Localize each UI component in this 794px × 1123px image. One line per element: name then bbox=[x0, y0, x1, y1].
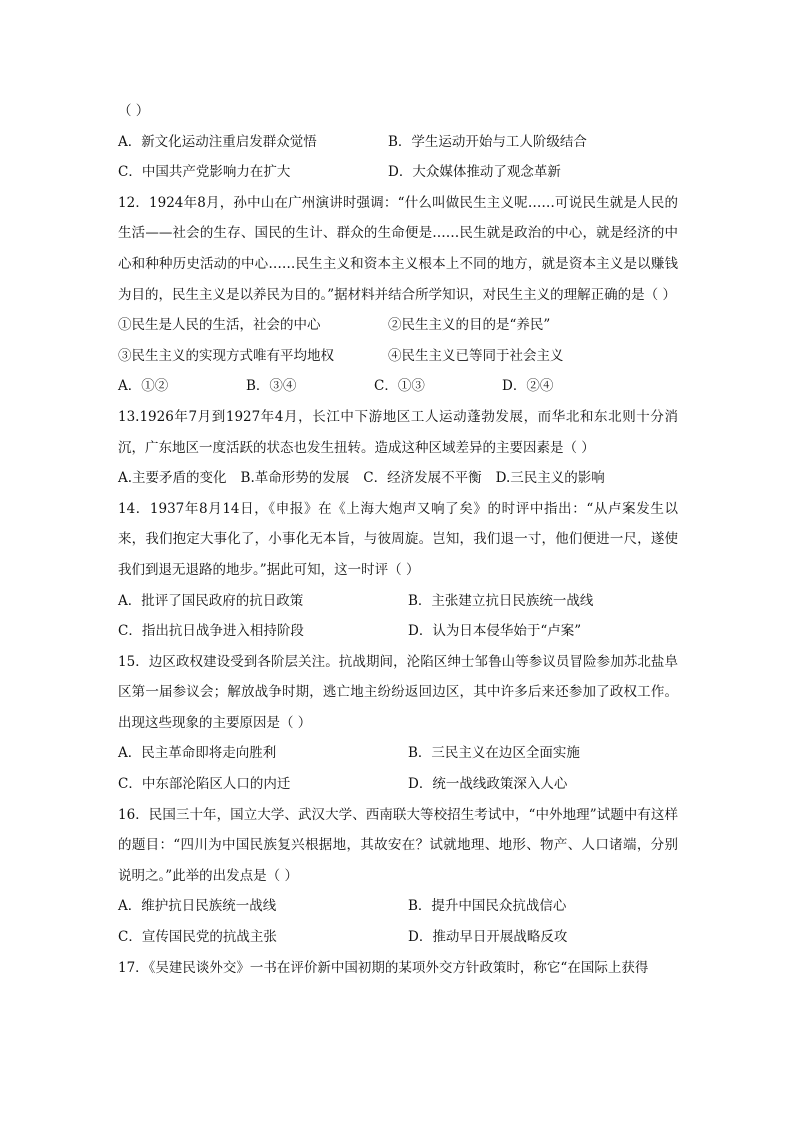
q12-statement-1: ①民生是人民的生活，社会的中心 bbox=[118, 317, 321, 334]
q14-option-b[interactable]: B．主张建立抗日民族统一战线 bbox=[408, 592, 594, 609]
q11-option-d[interactable]: D．大众媒体推动了观念革新 bbox=[388, 164, 561, 181]
q12-statements-row-2 bbox=[118, 341, 678, 372]
q11-options-row-1 bbox=[118, 127, 678, 158]
q12-options-row bbox=[118, 371, 678, 402]
q12-stem: 12．1924年8月，孙中山在广州演讲时强调：“什么叫做民生主义呢……可说民生就是人民的生活——社会的生存、国民的生计、群众的生命便是……民生就是政治的中心，就是经济的中心和种种历史活动的中心……民生主义和资本主义根本上不同的地方，就是资本主义是以赚钱为目的，民生主义是以养民为目的。”据材料并结合所学知识，对民生主义的理解正确的是（ ） bbox=[118, 194, 678, 303]
q16-option-c[interactable]: C．宣传国民党的抗战主张 bbox=[118, 929, 277, 946]
q13-option-a[interactable]: A.主要矛盾的变化 bbox=[118, 470, 227, 487]
q14-option-d[interactable]: D．认为日本侵华始于“卢案” bbox=[408, 623, 582, 640]
q16-option-d[interactable]: D．推动早日开展战略反攻 bbox=[408, 929, 568, 946]
q14-option-a[interactable]: A．批评了国民政府的抗日政策 bbox=[118, 592, 304, 609]
q12-option-c[interactable]: C．①③ bbox=[374, 378, 425, 395]
exam-page bbox=[118, 96, 678, 983]
q14-options-row-1 bbox=[118, 586, 678, 617]
q17-stem: 17．《吴建民谈外交》一书在评价新中国初期的某项外交方针政策时，称它“在国际上获得 bbox=[118, 959, 649, 976]
q16-option-b[interactable]: B．提升中国民众抗战信心 bbox=[408, 898, 567, 915]
q13-option-d[interactable]: D.三民主义的影响 bbox=[495, 470, 605, 487]
q12-option-d[interactable]: D．②④ bbox=[502, 378, 554, 395]
q15-stem: 15．边区政权建设受到各阶层关注。抗战期间，沦陷区绅士邹鲁山等参议员冒险参加苏北盐阜区第一届参议会；解放战争时期，逃亡地主纷纷返回边区，其中许多后来还参加了政权工作。出现这些现象的主要原因是（ ） bbox=[118, 653, 678, 731]
q12-option-a[interactable]: A．①② bbox=[118, 378, 169, 395]
q14-stem: 14．1937年8月14日，《申报》在《上海大炮声又响了矣》的时评中指出：“从卢案发生以来，我们抱定大事化了，小事化无本旨，与彼周旋。岂知，我们退一寸，他们便进一尺，遂使我们到退无退路的地步。”据此可知，这一时评（ ） bbox=[118, 500, 678, 578]
q11-option-c[interactable]: C．中国共产党影响力在扩大 bbox=[118, 164, 291, 181]
q12-statement-2: ②民生主义的目的是“养民” bbox=[388, 317, 551, 334]
q15-option-b[interactable]: B．三民主义在边区全面实施 bbox=[408, 745, 580, 762]
q16-option-a[interactable]: A．维护抗日民族统一战线 bbox=[118, 898, 277, 915]
q16-options-row-2 bbox=[118, 922, 678, 953]
q15-options-row-2 bbox=[118, 769, 678, 800]
q12-statement-3: ③民生主义的实现方式唯有平均地权 bbox=[118, 347, 334, 364]
q15-option-c[interactable]: C．中东部沦陷区人口的内迁 bbox=[118, 776, 291, 793]
q11-option-a[interactable]: A．新文化运动注重启发群众觉悟 bbox=[118, 133, 317, 150]
q16-options-row-1 bbox=[118, 891, 678, 922]
q16-stem: 16．民国三十年，国立大学、武汉大学、西南联大等校招生考试中，“中外地理”试题中有这样的题目：“四川为中国民族复兴根据地，其故安在？试就地理、地形、物产、人口诸端，分别说明之。”此举的出发点是（ ） bbox=[118, 806, 678, 884]
q15-options-row-1 bbox=[118, 738, 678, 769]
q13-option-c[interactable]: C．经济发展不平衡 bbox=[363, 470, 482, 487]
q15-option-a[interactable]: A．民主革命即将走向胜利 bbox=[118, 745, 277, 762]
q11-option-b[interactable]: B．学生运动开始与工人阶级结合 bbox=[388, 133, 587, 150]
q12-statements-row-1 bbox=[118, 310, 678, 341]
q12-statement-4: ④民生主义已等同于社会主义 bbox=[388, 347, 564, 364]
q12-option-b[interactable]: B．③④ bbox=[246, 378, 297, 395]
q14-option-c[interactable]: C．指出抗日战争进入相持阶段 bbox=[118, 623, 304, 640]
q11-options-row-2 bbox=[118, 157, 678, 188]
q13-option-b[interactable]: B.革命形势的发展 bbox=[240, 470, 350, 487]
q13-stem: 13.1926年7月到1927年4月，长江中下游地区工人运动蓬勃发展，而华北和东北则十分消沉，广东地区一度活跃的状态也发生扭转。造成这种区域差异的主要因素是（ ） bbox=[118, 408, 678, 456]
q15-option-d[interactable]: D．统一战线政策深入人心 bbox=[408, 776, 568, 793]
q11-answer-blank: （ ） bbox=[118, 103, 150, 119]
q13-options-row bbox=[118, 463, 678, 494]
q14-options-row-2 bbox=[118, 616, 678, 647]
